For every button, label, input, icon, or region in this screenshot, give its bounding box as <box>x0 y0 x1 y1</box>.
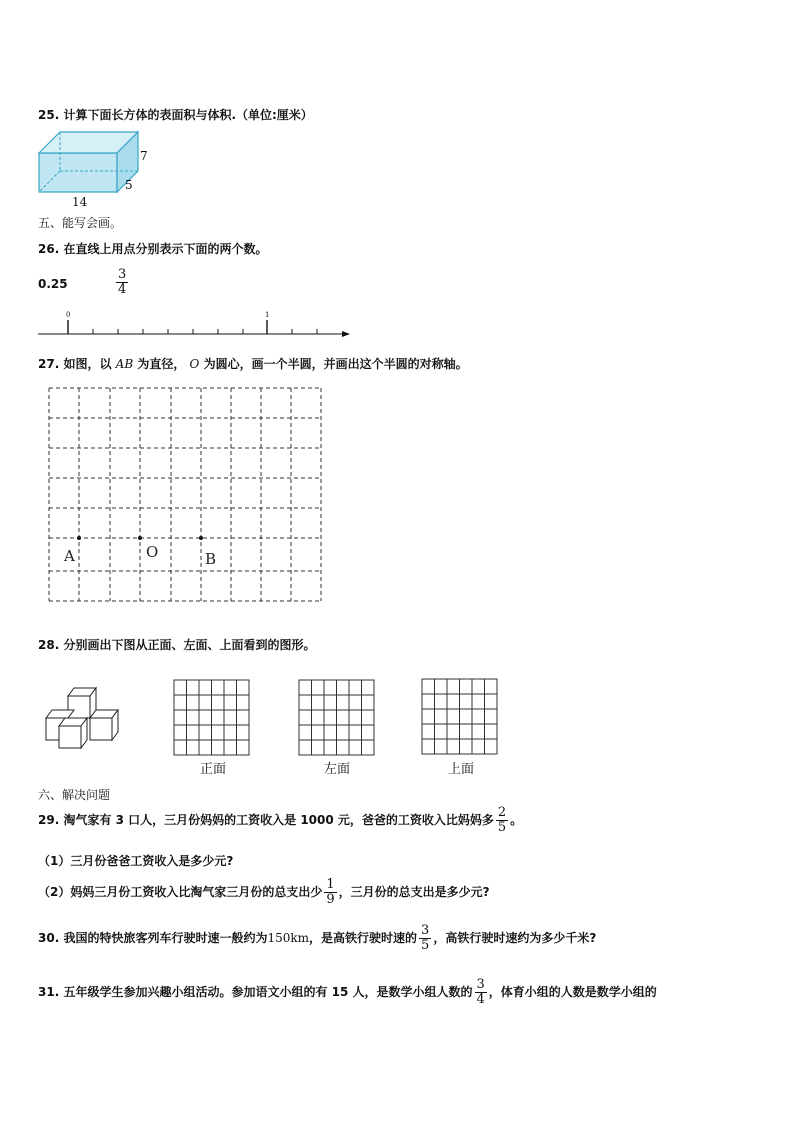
section5-heading: 五、能写会画。 <box>38 216 123 230</box>
q27-prompt-c: 为圆心，画一个半圆，并画出这个半圆的对称轴。 <box>203 357 468 371</box>
q27-center-o: O <box>189 357 200 371</box>
q31-prompt-a: 五年级学生参加兴趣小组活动。参加语文小组的有 15 人，是数学小组人数的 <box>63 985 473 999</box>
q29-fraction-denominator: 5 <box>497 820 507 835</box>
cube-stack-figure <box>42 684 124 750</box>
q29-sub2-a: （2）妈妈三月份工资收入比淘气家三月份的总支出少 <box>38 885 323 899</box>
front-view-label: 正面 <box>200 762 227 777</box>
q25-prompt: 计算下面长方体的表面积与体积.（单位:厘米） <box>63 108 313 122</box>
cuboid-figure <box>32 126 162 212</box>
q27-prompt-a: 如图，以 <box>63 357 112 371</box>
front-view-grid <box>172 678 252 758</box>
q30-text <box>38 924 596 953</box>
q30-prompt-c: ，高铁行驶时速约为多少千米? <box>433 931 597 945</box>
q31-prompt-b: ，体育小组的人数是数学小组的 <box>488 985 657 999</box>
number-line <box>36 306 356 342</box>
q26-number: 26. <box>38 242 60 256</box>
q31-number: 31. <box>38 985 60 999</box>
left-view-label: 左面 <box>324 762 351 777</box>
q25-number: 25. <box>38 108 60 122</box>
cuboid-length-label: 14 <box>72 195 88 209</box>
q30-fraction-numerator: 3 <box>421 923 430 938</box>
q28-number: 28. <box>38 638 60 652</box>
q29-sub2-numerator: 1 <box>326 877 335 892</box>
cuboid-height-label: 7 <box>140 149 148 163</box>
q26-value-fraction <box>114 268 130 297</box>
left-view-grid <box>297 678 377 758</box>
q27-prompt-b: 为直径， <box>137 357 186 371</box>
q29-prompt-end: 。 <box>510 813 523 827</box>
q29-prompt: 淘气家有 3 口人，三月份妈妈的工资收入是 1000 元，爸爸的工资收入比妈妈多 <box>63 813 494 827</box>
q31-fraction-denominator: 4 <box>476 992 485 1007</box>
q29-text <box>38 806 522 835</box>
q27-number: 27. <box>38 357 60 371</box>
top-view-label: 上面 <box>448 762 475 777</box>
q26-prompt: 在直线上用点分别表示下面的两个数。 <box>63 242 268 256</box>
q26-value-decimal: 0.25 <box>38 277 68 291</box>
number-line-tick-1: 1 <box>265 311 270 319</box>
label-o: O <box>146 543 159 561</box>
label-b: B <box>205 550 217 568</box>
q26-fraction-denominator: 4 <box>118 282 127 297</box>
q30-fraction-denominator: 5 <box>421 938 430 953</box>
q29-sub2-b: ，三月份的总支出是多少元? <box>338 885 490 899</box>
top-view-grid <box>420 677 500 757</box>
q30-speed: 150km <box>267 931 310 945</box>
q25-text <box>38 106 313 123</box>
label-a: A <box>64 547 75 565</box>
q31-text <box>38 978 657 1007</box>
q27-segment-ab: AB <box>115 357 134 371</box>
q26-fraction-numerator: 3 <box>118 267 127 282</box>
point-o <box>138 536 142 540</box>
q29-sub2 <box>38 878 490 907</box>
number-line-tick-0: 0 <box>66 311 71 319</box>
q30-prompt-a: 我国的特快旅客列车行驶时速一般约为 <box>63 931 268 945</box>
point-b <box>199 536 203 540</box>
cuboid-width-label: 5 <box>125 178 133 192</box>
q29-fraction-numerator: 2 <box>497 805 507 820</box>
q27-text <box>38 355 468 372</box>
q29-sub2-denominator: 9 <box>326 892 335 907</box>
q30-number: 30. <box>38 931 60 945</box>
point-a <box>77 536 81 540</box>
section6-heading: 六、解决问题 <box>38 788 111 802</box>
q28-prompt: 分别画出下图从正面、左面、上面看到的图形。 <box>63 638 316 652</box>
q28-text <box>38 636 315 653</box>
dashed-grid <box>46 385 326 607</box>
q29-number: 29. <box>38 813 60 827</box>
q31-fraction-numerator: 3 <box>476 977 485 992</box>
q29-sub1: （1）三月份爸爸工资收入是多少元? <box>38 854 234 868</box>
q26-text <box>38 240 267 257</box>
q30-prompt-b: ，是高铁行驶时速的 <box>309 931 418 945</box>
